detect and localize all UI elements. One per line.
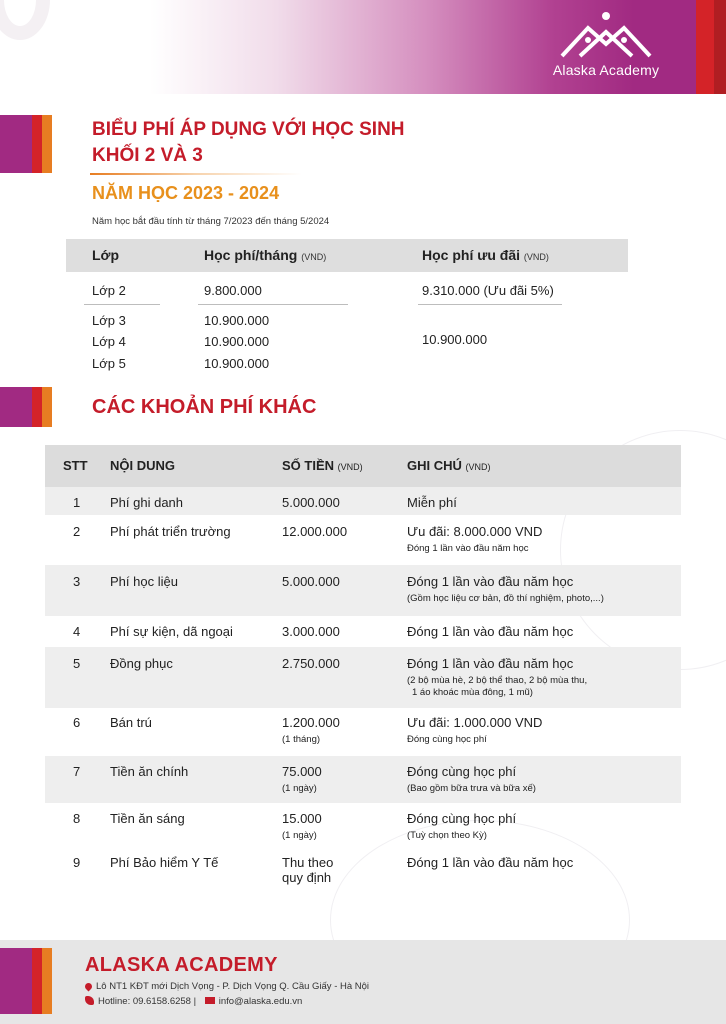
fee-amount: 5.000.000 — [282, 574, 340, 589]
fee-note: Miễn phí — [407, 495, 457, 510]
decor-circle — [0, 0, 50, 40]
other-fees-title: CÁC KHOẢN PHÍ KHÁC — [92, 396, 317, 418]
fee-row — [45, 565, 681, 616]
fee-content: Phí Bảo hiểm Y Tế — [110, 855, 219, 870]
fee-amount-detail: (1 ngày) — [282, 830, 317, 841]
monthly-fee-cell: 10.900.000 — [204, 313, 270, 328]
fee-note: Đóng 1 lần vào đầu năm học — [407, 855, 574, 870]
tuition-table-header — [66, 239, 628, 272]
header-grade: Lớp — [92, 247, 120, 263]
page-title-line1: BIỂU PHÍ ÁP DỤNG VỚI HỌC SINH — [92, 119, 405, 140]
school-year: NĂM HỌC 2023 - 2024 — [92, 183, 280, 203]
fee-no: 6 — [73, 715, 81, 730]
fee-row — [45, 487, 681, 515]
section-stripe — [0, 115, 52, 173]
section-stripe — [0, 387, 52, 427]
fee-note: Đóng 1 lần vào đầu năm học — [407, 624, 574, 639]
fee-amount: 75.000 — [282, 764, 322, 779]
phone-icon — [85, 996, 94, 1005]
fee-row — [45, 647, 681, 708]
row-divider — [418, 304, 562, 305]
fee-amount: 15.000 — [282, 811, 322, 826]
brand-logo[interactable] — [536, 10, 676, 84]
fee-content: Phí học liệu — [110, 574, 178, 589]
fee-no: 4 — [73, 624, 81, 639]
fee-note-detail: Đóng cùng học phí — [407, 734, 487, 745]
monthly-fee-cell: 10.900.000 — [204, 356, 270, 371]
fee-row — [45, 850, 681, 890]
header-amount: SỐ TIỀN (VND) — [282, 458, 363, 473]
email-link[interactable]: info@alaska.edu.vn — [218, 996, 303, 1007]
header-accent — [714, 0, 726, 94]
fee-note: Ưu đãi: 8.000.000 VND — [407, 524, 543, 539]
fee-amount: 1.200.000 — [282, 715, 340, 730]
fee-no: 1 — [73, 495, 81, 510]
fee-note: Đóng cùng học phí — [407, 811, 517, 826]
fee-note-detail: 1 áo khoác mùa đông, 1 mũ) — [412, 687, 533, 698]
grade-cell: Lớp 3 — [92, 313, 126, 328]
grade-cell: Lớp 2 — [92, 283, 126, 298]
fee-no: 5 — [73, 656, 81, 671]
location-icon — [84, 982, 94, 992]
row-divider — [198, 304, 348, 305]
page-title-line2: KHỐI 2 VÀ 3 — [92, 145, 203, 166]
footer-brand: ALASKA ACADEMY — [85, 954, 278, 976]
fee-no: 8 — [73, 811, 81, 826]
row-divider — [84, 304, 160, 305]
fee-amount-detail: (1 tháng) — [282, 734, 321, 745]
fee-row — [45, 803, 681, 850]
hotline-link[interactable]: Hotline: 09.6158.6258 | — [98, 996, 197, 1007]
footer-address: Lô NT1 KĐT mới Dịch Vọng - P. Dịch Vọng Q. Cầu Giấy - Hà Nội — [85, 981, 369, 992]
fee-note: Đóng 1 lần vào đầu năm học — [407, 574, 574, 589]
footer-stripe — [0, 948, 52, 1014]
school-year-note: Năm học bắt đầu tính từ tháng 7/2023 đến tháng 5/2024 — [92, 216, 330, 227]
fee-amount-detail: (1 ngày) — [282, 783, 317, 794]
fee-no: 9 — [73, 855, 81, 870]
fee-note-detail: (Gồm học liệu cơ bản, đồ thí nghiệm, photo,...) — [407, 593, 604, 604]
fee-amount: 2.750.000 — [282, 656, 340, 671]
fee-content: Phí phát triển trường — [110, 524, 231, 539]
header-monthly: Học phí/tháng (VND) — [204, 247, 327, 263]
fee-content: Đồng phục — [110, 656, 173, 671]
fee-amount: 3.000.000 — [282, 624, 340, 639]
header-accent — [696, 0, 714, 94]
mail-icon — [205, 997, 215, 1004]
header-note: GHI CHÚ (VND) — [407, 458, 491, 473]
fee-note-detail: Đóng 1 lần vào đầu năm học — [407, 543, 529, 554]
fee-note-detail: (2 bộ mùa hè, 2 bộ thể thao, 2 bộ mùa thu, — [407, 675, 588, 686]
discount-fee-cell: 10.900.000 — [422, 332, 488, 347]
fee-row — [45, 708, 681, 756]
fee-note-detail: (Tuỳ chọn theo Kỳ) — [407, 830, 487, 841]
fee-row — [45, 515, 681, 565]
fee-no: 7 — [73, 764, 81, 779]
header-content: NỘI DUNG — [110, 458, 175, 473]
grade-cell: Lớp 4 — [92, 334, 126, 349]
footer-contact — [85, 996, 302, 1007]
fee-row — [45, 756, 681, 803]
header-no: STT — [63, 458, 88, 473]
fee-amount-detail: quy định — [282, 870, 332, 885]
page-title — [92, 117, 405, 169]
fee-content: Phí ghi danh — [110, 495, 184, 510]
fee-note: Ưu đãi: 1.000.000 VND — [407, 715, 543, 730]
discount-fee-cell: 9.310.000 (Ưu đãi 5%) — [422, 283, 554, 298]
header-discount: Học phí ưu đãi (VND) — [422, 247, 549, 263]
fee-no: 3 — [73, 574, 81, 589]
monthly-fee-cell: 10.900.000 — [204, 334, 270, 349]
fee-note: Đóng cùng học phí — [407, 764, 517, 779]
fee-note-detail: (Bao gồm bữa trưa và bữa xế) — [407, 783, 536, 794]
other-fees-table-header — [45, 445, 681, 487]
fee-amount: Thu theo — [282, 855, 334, 870]
academy-roof-icon — [536, 10, 676, 62]
fee-content: Phí sự kiện, dã ngoại — [110, 624, 233, 639]
grade-cell: Lớp 5 — [92, 356, 126, 371]
monthly-fee-cell: 9.800.000 — [204, 283, 262, 298]
fee-note: Đóng 1 lần vào đầu năm học — [407, 656, 574, 671]
title-divider — [90, 173, 302, 175]
fee-amount: 12.000.000 — [282, 524, 348, 539]
fee-amount: 5.000.000 — [282, 495, 340, 510]
fee-no: 2 — [73, 524, 81, 539]
fee-content: Tiền ăn sáng — [110, 811, 185, 826]
brand-logo-text: Alaska Academy — [552, 62, 660, 78]
fee-content: Tiền ăn chính — [110, 764, 189, 779]
fee-row — [45, 616, 681, 647]
fee-content: Bán trú — [110, 715, 152, 730]
